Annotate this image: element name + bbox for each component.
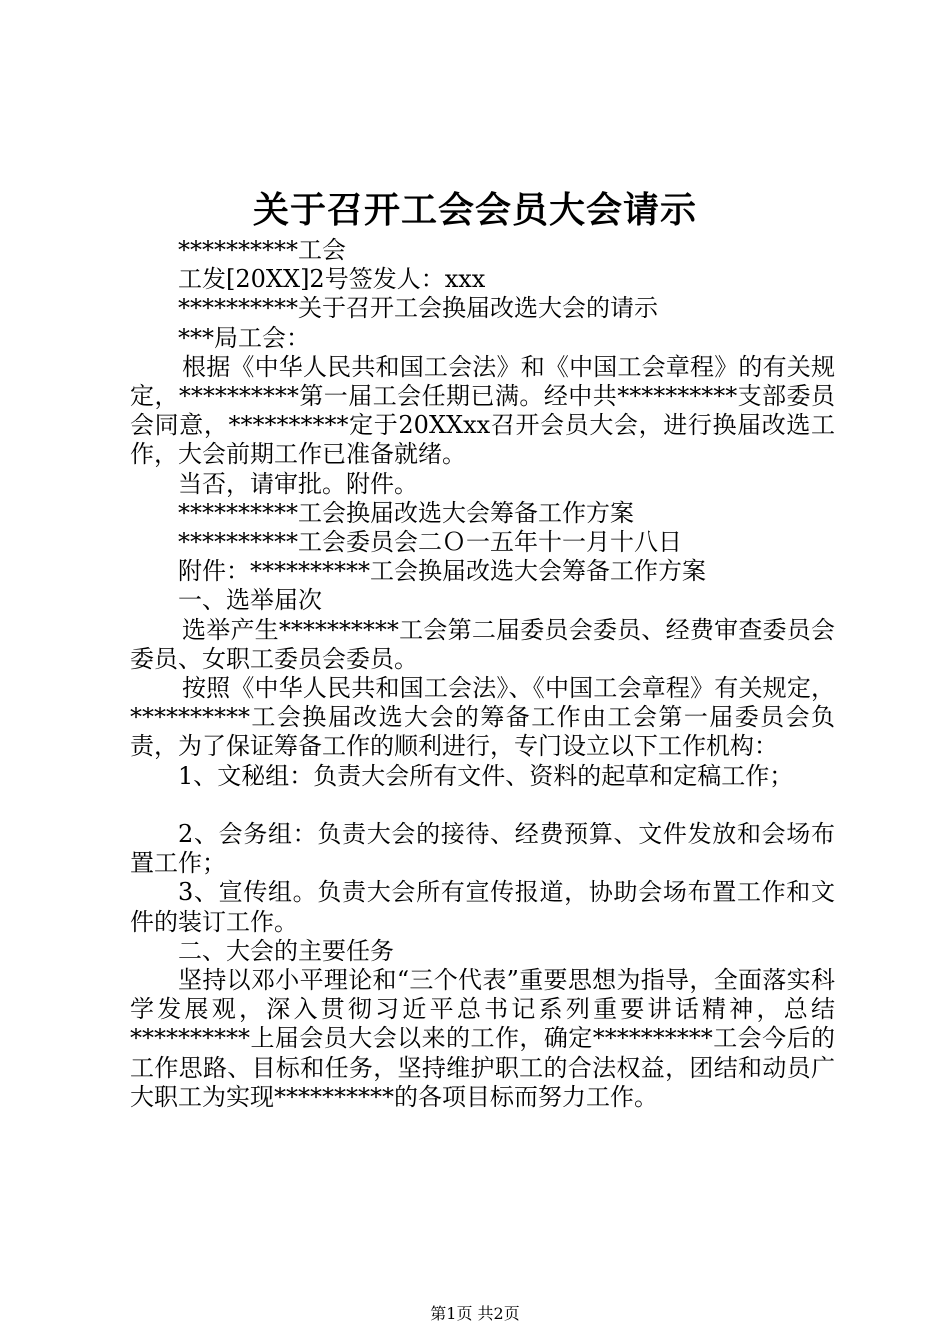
document-body — [130, 236, 835, 1112]
attachment-heading: 附件：**********工会换届改选大会筹备工作方案 — [178, 557, 706, 586]
request-subject-line: **********关于召开工会换届改选大会的请示 — [178, 294, 658, 323]
section-heading: 二、大会的主要任务 — [178, 936, 394, 965]
addressee-line: ***局工会： — [178, 323, 310, 352]
body-paragraph: 选举产生**********工会第二届委员会委员、经费审查委员会委员、女职工委员会委员。 — [130, 615, 835, 673]
body-paragraph: 坚持以邓小平理论和“三个代表”重要思想为指导，全面落实科学发展观，深入贯彻习近平总书记系列重要讲话精神，总结**********上届会员大会以来的工作，确定**********工会今后的工作思路、目标和任务，坚持维护职工的合法权益，团结和动员广大职工为实现**********的各项目标而努力工作。 — [130, 966, 835, 1111]
list-item: 3、宣传组。负责大会所有宣传报道，协助会场布置工作和文件的装订工作。 — [130, 878, 835, 936]
document-title: 关于召开工会会员大会请示 — [252, 189, 697, 231]
list-item: 1、文秘组：负责大会所有文件、资料的起草和定稿工作； — [178, 761, 794, 790]
list-item: 2、会务组：负责大会的接待、经费预算、文件发放和会场布置工作； — [130, 820, 835, 878]
org-line: **********工会 — [178, 236, 346, 264]
body-paragraph: 按照《中华人民共和国工会法》、《中国工会章程》有关规定，**********工会换届改选大会的筹备工作由工会第一届委员会负责，为了保证筹备工作的顺利进行，专门设立以下工作机构： — [130, 674, 835, 761]
blank-line — [130, 791, 835, 820]
body-paragraph: 根据《中华人民共和国工会法》和《中国工会章程》的有关规定，**********第一届工会任期已满。经中共**********支部委员会同意，**********定于20XXxx召开会员大会，进行换届改选工作，大会前期工作已准备就绪。 — [130, 352, 835, 469]
attachment-title-line: **********工会换届改选大会筹备工作方案 — [178, 498, 634, 527]
page-footer: 第1页 共2页 — [430, 1304, 520, 1323]
signature-date-line: **********工会委员会二Ｏ一五年十一月十八日 — [178, 528, 682, 557]
approval-request-line: 当否，请审批。附件。 — [178, 469, 418, 498]
section-heading: 一、选举届次 — [178, 586, 322, 615]
document-number-line: 工发[20XX]2号签发人：xxx — [178, 265, 486, 294]
